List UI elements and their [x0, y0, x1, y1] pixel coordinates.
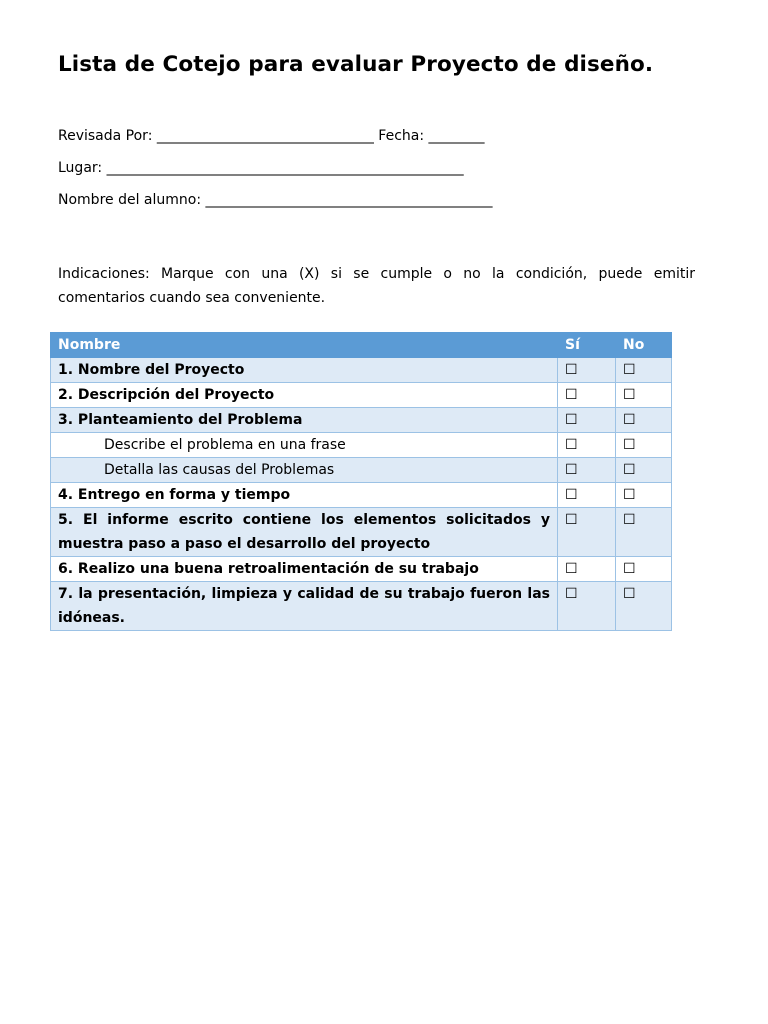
checklist-table [50, 332, 672, 631]
si-checkbox[interactable]: ☐ [558, 433, 616, 458]
si-checkbox[interactable]: ☐ [558, 483, 616, 508]
si-checkbox[interactable]: ☐ [558, 557, 616, 582]
no-checkbox[interactable]: ☐ [616, 408, 672, 433]
si-checkbox[interactable]: ☐ [558, 508, 616, 557]
no-checkbox[interactable]: ☐ [616, 358, 672, 383]
si-checkbox[interactable]: ☐ [558, 383, 616, 408]
page-title: Lista de Cotejo para evaluar Proyecto de diseño. [58, 52, 654, 77]
instructions-text: Indicaciones: Marque con una (X) si se cumple o no la condición, puede emitir comentarios cuando sea conveniente. [58, 266, 695, 306]
table-row [51, 557, 672, 582]
row-label: 3. Planteamiento del Problema [51, 408, 558, 433]
table-row [51, 458, 672, 483]
row-label: Describe el problema en una frase [51, 433, 558, 458]
no-checkbox[interactable]: ☐ [616, 557, 672, 582]
table-row [51, 582, 672, 631]
header-nombre: Nombre [51, 333, 558, 358]
nombre-alumno-field[interactable]: Nombre del alumno: _________________________________________ [58, 192, 493, 208]
header-no: No [616, 333, 672, 358]
no-checkbox[interactable]: ☐ [616, 383, 672, 408]
header-si: Sí [558, 333, 616, 358]
table-row [51, 383, 672, 408]
table-row [51, 433, 672, 458]
no-checkbox[interactable]: ☐ [616, 433, 672, 458]
table-row [51, 358, 672, 383]
si-checkbox[interactable]: ☐ [558, 408, 616, 433]
row-label: 5. El informe escrito contiene los elementos solicitados y muestra paso a paso el desarrollo del proyecto [51, 508, 558, 557]
si-checkbox[interactable]: ☐ [558, 458, 616, 483]
table-row [51, 483, 672, 508]
row-label: 1. Nombre del Proyecto [51, 358, 558, 383]
table-row [51, 508, 672, 557]
lugar-field[interactable]: Lugar: ___________________________________________________ [58, 160, 464, 176]
row-label: 2. Descripción del Proyecto [51, 383, 558, 408]
table-row [51, 408, 672, 433]
row-label: 4. Entrego en forma y tiempo [51, 483, 558, 508]
no-checkbox[interactable]: ☐ [616, 483, 672, 508]
no-checkbox[interactable]: ☐ [616, 458, 672, 483]
no-checkbox[interactable]: ☐ [616, 582, 672, 631]
table-header-row [51, 333, 672, 358]
revisada-por-field[interactable]: Revisada Por: _______________________________ Fecha: ________ [58, 128, 485, 144]
si-checkbox[interactable]: ☐ [558, 582, 616, 631]
row-label: 7. la presentación, limpieza y calidad de su trabajo fueron las idóneas. [51, 582, 558, 631]
row-label: Detalla las causas del Problemas [51, 458, 558, 483]
row-label: 6. Realizo una buena retroalimentación de su trabajo [51, 557, 558, 582]
si-checkbox[interactable]: ☐ [558, 358, 616, 383]
no-checkbox[interactable]: ☐ [616, 508, 672, 557]
